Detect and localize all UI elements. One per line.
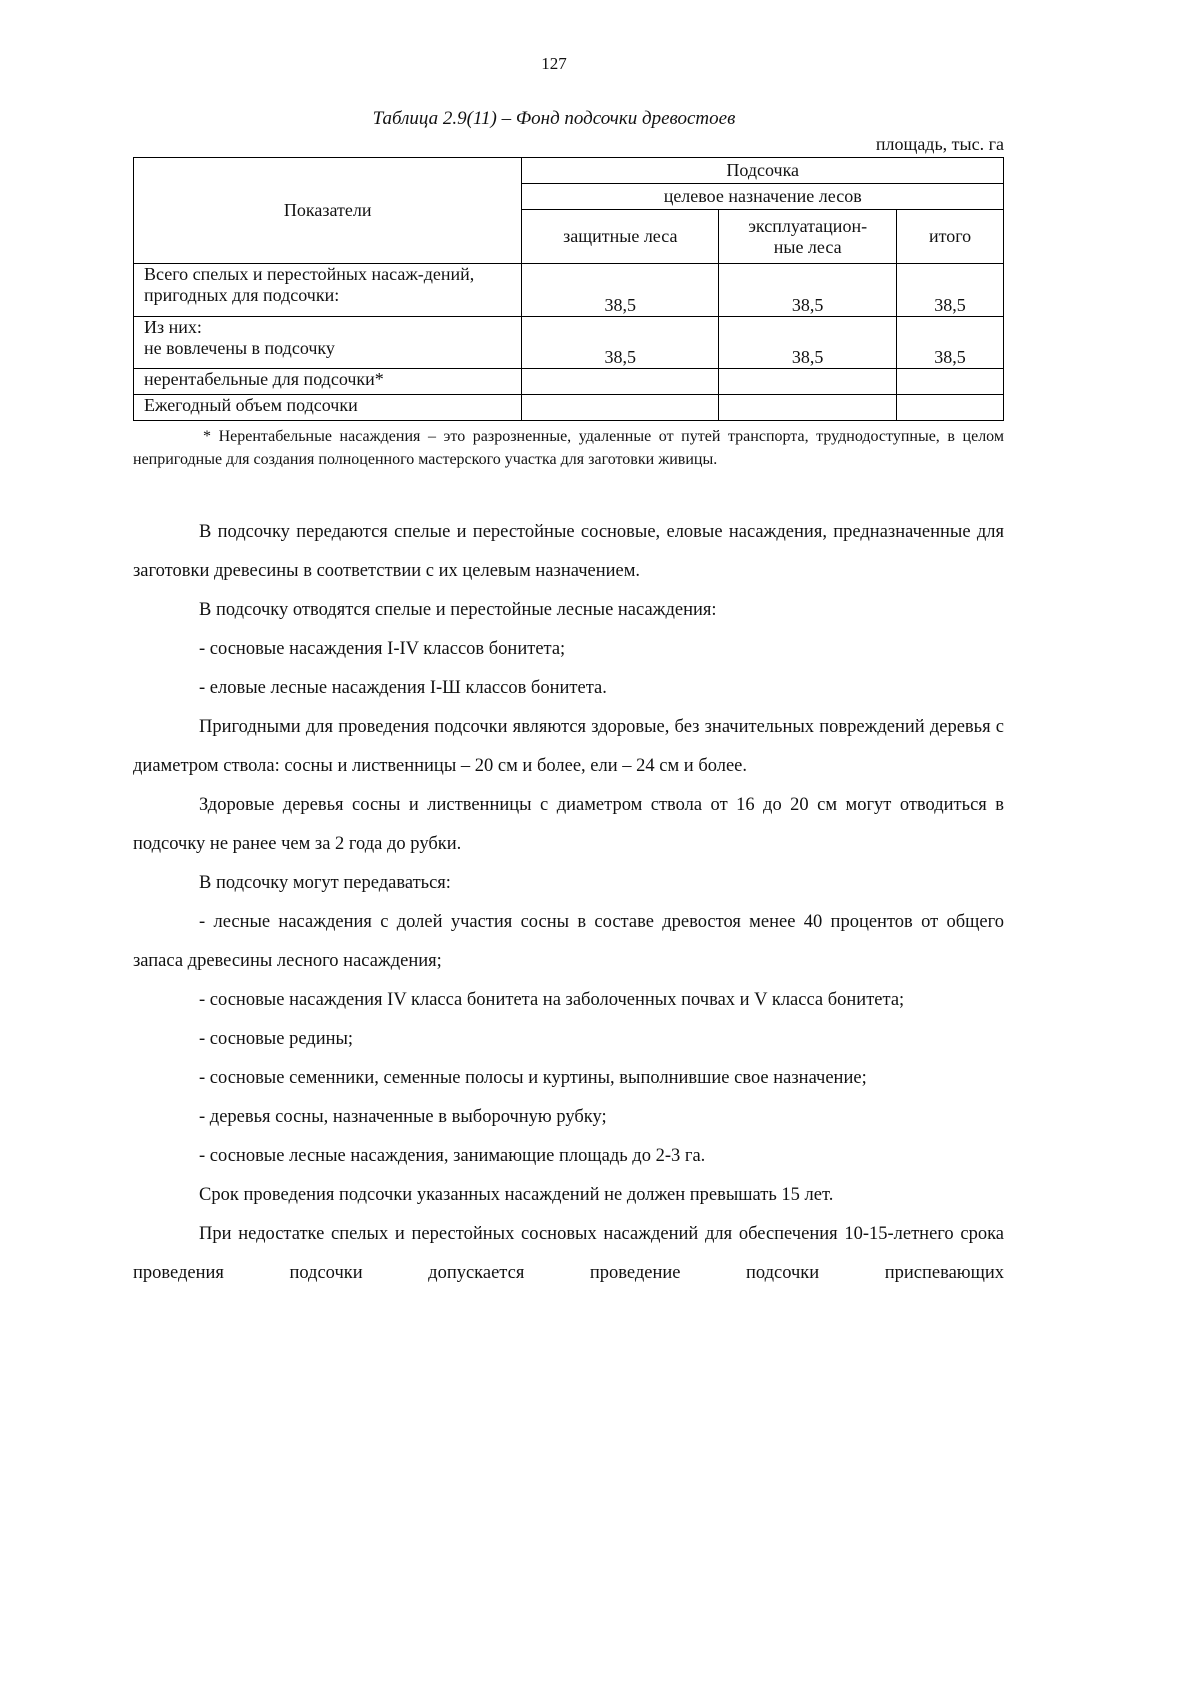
row-value: 38,5 — [522, 264, 719, 317]
paragraph: В подсочку могут передаваться: — [199, 873, 451, 893]
header-forest-purpose: целевое назначение лесов — [522, 184, 1004, 210]
row-label: Всего спелых и перестойных насаж-дений, пригодных для подсочки: — [134, 264, 522, 317]
row-value: 38,5 — [897, 264, 1004, 317]
paragraph: Срок проведения подсочки указанных насаждений не должен превышать 15 лет. — [199, 1185, 834, 1205]
row-value — [897, 369, 1004, 395]
header-total: итого — [897, 210, 1004, 264]
paragraph: - сосновые лесные насаждения, занимающие площадь до 2-3 га. — [199, 1146, 706, 1166]
row-label: нерентабельные для подсочки* — [134, 369, 522, 395]
row-value — [897, 395, 1004, 421]
table-row — [134, 369, 1004, 395]
row-value: 38,5 — [897, 317, 1004, 369]
row-value — [719, 395, 897, 421]
paragraph: При недостатке спелых и перестойных сосновых насаждений для обеспечения 10-15-летнего срока проведения подсочки допускается проведение подсочки приспевающих — [133, 1224, 1004, 1283]
body-text — [133, 513, 1004, 1293]
table-row — [134, 317, 1004, 369]
paragraph: - сосновые насаждения I-IV классов бонитета; — [199, 639, 566, 659]
paragraph: - сосновые насаждения IV класса бонитета на заболоченных почвах и V класса бонитета; — [199, 990, 905, 1010]
paragraph: - деревья сосны, назначенные в выборочную рубку; — [199, 1107, 607, 1127]
header-protective-forests: защитные леса — [522, 210, 719, 264]
paragraph: Пригодными для проведения подсочки являются здоровые, без значительных повреждений деревья с диаметром ствола: сосны и лиственницы – 20 см и более, ели – 24 см и более. — [133, 717, 1004, 776]
paragraph: В подсочку отводятся спелые и перестойные лесные насаждения: — [199, 600, 717, 620]
header-indicators: Показатели — [134, 158, 522, 264]
paragraph: В подсочку передаются спелые и перестойные сосновые, еловые насаждения, предназначенные для заготовки древесины в соответствии с их целевым назначением. — [133, 522, 1004, 581]
row-value — [719, 369, 897, 395]
header-tapping: Подсочка — [522, 158, 1004, 184]
paragraph: - еловые лесные насаждения I-Ш классов бонитета. — [199, 678, 607, 698]
row-value: 38,5 — [719, 317, 897, 369]
paragraph: Здоровые деревья сосны и лиственницы с диаметром ствола от 16 до 20 см могут отводиться в подсочку не ранее чем за 2 года до рубки. — [133, 795, 1004, 854]
page-number: 127 — [541, 54, 567, 73]
row-value — [522, 369, 719, 395]
table-row — [134, 395, 1004, 421]
table-row — [134, 264, 1004, 317]
row-label: Из них: не вовлечены в подсочку — [134, 317, 522, 369]
tapping-fund-table — [133, 157, 1004, 421]
paragraph: - лесные насаждения с долей участия сосны в составе древостоя менее 40 процентов от общего запаса древесины лесного насаждения; — [133, 912, 1004, 971]
row-value: 38,5 — [522, 317, 719, 369]
row-value — [522, 395, 719, 421]
header-exploitation-forests — [719, 210, 897, 264]
table-footnote: * Нерентабельные насаждения – это разрозненные, удаленные от путей транспорта, труднодоступные, в целом непригодные для создания полноценного мастерского участка для заготовки живицы. — [133, 428, 1004, 468]
table-title: Таблица 2.9(11) – Фонд подсочки древостоев — [372, 108, 736, 129]
row-label: Ежегодный объем подсочки — [134, 395, 522, 421]
table-unit: площадь, тыс. га — [875, 134, 1004, 154]
paragraph: - сосновые редины; — [199, 1029, 354, 1049]
header-exploitation-text: эксплуатацион-ные леса — [748, 215, 868, 257]
paragraph: - сосновые семенники, семенные полосы и куртины, выполнившие свое назначение; — [199, 1068, 867, 1088]
row-value: 38,5 — [719, 264, 897, 317]
